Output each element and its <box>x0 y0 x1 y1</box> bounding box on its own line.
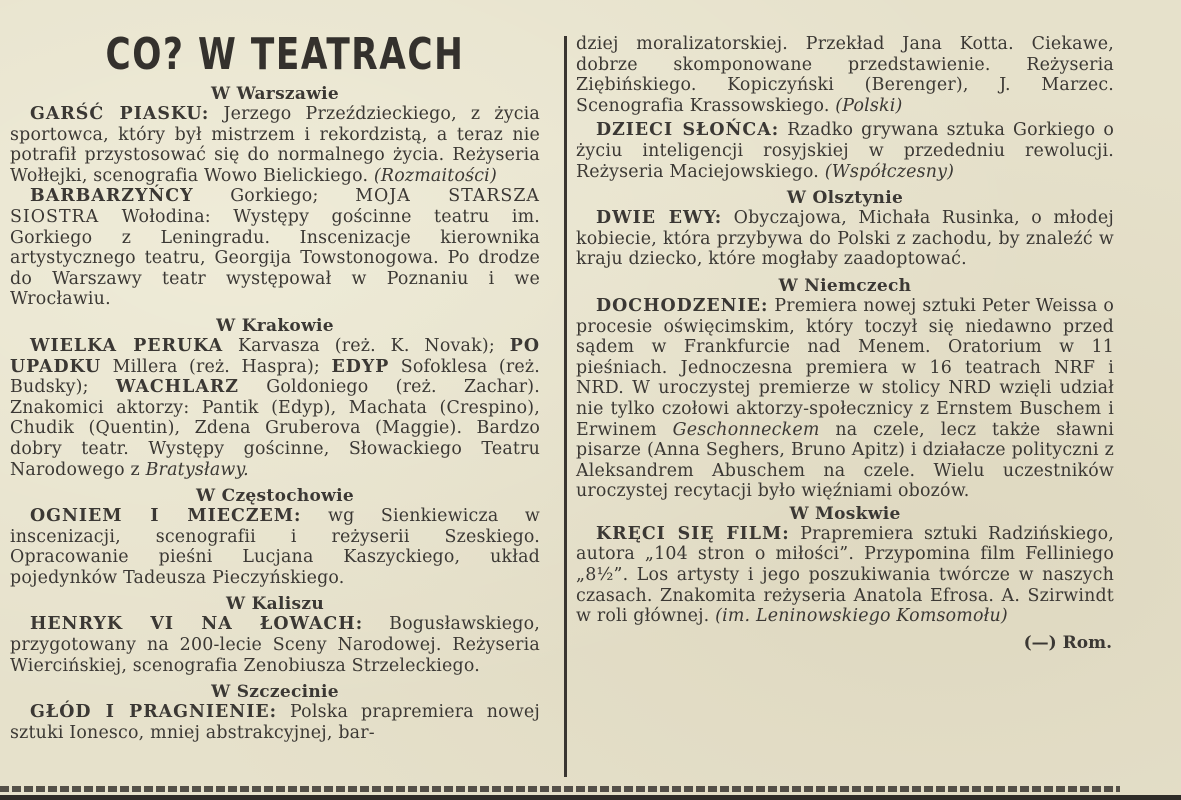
listing-text: Obyczajowa, Michała Rusinka, o młodej kobiecie, która przybywa do Polski z zachodu, by znaleźć w kraju dziecko, które mogłaby zaadoptować. <box>576 208 1115 270</box>
play-title: DZIECI SŁOŃCA: <box>596 120 780 141</box>
listing-dzieci-slonca <box>576 120 1114 182</box>
listing-text: wg Sienkiewicza w inscenizacji, scenografii i reżyserii Szeskiego. Opracowanie pieśni Lucjana Kaszyckiego, układ pojedynków Tadeusza Pieczyńskiego. <box>10 506 540 588</box>
listing-dochodzenie <box>576 296 1114 502</box>
city-heading: W Kaliszu <box>225 594 324 615</box>
play-title: OGNIEM I MIECZEM: <box>30 506 302 527</box>
listing-text: Prapremiera sztuki Radzińskiego, autora „104 stron o miłości”. Przypomina film Felliniego „8½”. Los artysty i jego poszukiwania twórcze w naszych czasach. Znakomita reżyseria Anatola Efrosa. A. Szirwindt w roli głównej. <box>576 523 1114 627</box>
venue: (Współczesny) <box>824 161 955 182</box>
listing-ogniem-i-mieczem <box>10 506 540 588</box>
play-title: WIELKA PERUKA <box>30 335 224 356</box>
venue: (im. Leninowskiego Komsomołu) <box>715 606 1008 627</box>
dashed-rule <box>0 786 1120 792</box>
city-heading: W Częstochowie <box>196 486 354 507</box>
play-title-2: MOJA STARSZA SIOSTRA <box>10 186 540 227</box>
play-title: PO UPADKU <box>10 335 540 377</box>
listing-text: Polska prapremiera nowej sztuki Ionesco, mniej abstrakcyjnej, bar- <box>10 702 540 743</box>
left-column <box>10 0 540 743</box>
listing-text: Bogusławskiego, przygotowany na 200-lecie Sceny Narodowej. Reżyseria Wiercińskiej, scenografia Zenobiusza Strzeleckiego. <box>10 614 541 676</box>
city-heading: W Warszawie <box>210 84 340 104</box>
play-title: GARŚĆ PIASKU: <box>30 104 210 124</box>
listing-text: Premiera nowej sztuki Peter Weissa o procesie oświęcimskim, który toczył się niedawno przed sądem w Frankfurcie nad Menem. Oratorium w 11 pieśniach. Jednoczesna premiera w 16 teatrach NRF i NRD. W uroczystej premierze w stolicy NRD wzięli udział nie tylko czołowi aktorzy-społecznicy z Ernstem Buschem i Erwinem <box>576 295 1115 440</box>
listing-dwie-ewy <box>576 208 1114 270</box>
listing-garsc-piasku <box>10 104 540 186</box>
listing-barbarzyncy <box>10 186 540 310</box>
listing-text: dziej moralizatorskiej. Przekład Jana Kotta. Ciekawe, dobrze skomponowane przedstawienie. Reżyseria Ziębińskiego. Kopiczyński (Berenger), J. Marzec. Scenografia Krassowskiego. <box>576 34 1114 116</box>
section-olsztyn <box>576 188 1114 270</box>
section-moskwa <box>576 504 1114 627</box>
listing-glod-i-pragnienie <box>10 702 540 743</box>
listing-text: Jerzego Przeździeckiego, z życia sportowca, który był mistrzem i rekordzistą, a teraz nie potrafił przystosować się do normalnego życia. Reżyseria Wołłejki, scenografia Wowo Bielickiego. <box>10 104 540 186</box>
listing-text: Karvasza (reż. K. Novak); <box>237 335 495 356</box>
city-heading: W Krakowie <box>216 315 334 336</box>
section-czestochowa <box>10 486 540 588</box>
actor-name: Geschonneckem <box>672 419 820 440</box>
venue: (Polski) <box>835 95 903 116</box>
page-title: CO? W TEATRACH <box>105 29 465 80</box>
author: Gorkiego; <box>230 186 319 207</box>
play-title: GŁÓD I PRAGNIENIE: <box>30 702 278 723</box>
listing-krakow <box>10 336 540 480</box>
play-title: KRĘCI SIĘ FILM: <box>596 523 790 544</box>
play-title: HENRYK VI NA ŁOWACH: <box>30 614 364 635</box>
play-title: BARBARZYŃCY <box>30 186 194 207</box>
play-title: EDYP <box>331 356 390 377</box>
listing-text: Goldoniego (reż. Zachar). Znakomici aktorzy: Pantik (Edyp), Machata (Crespino), Chudik (Quentin), Zdena Gruberova (Maggie). Bardzo dobry teatr. Występy gościnne, Słowackiego Teatru Narodowego z <box>10 377 541 480</box>
right-column <box>576 34 1114 653</box>
page-edge <box>0 795 1181 800</box>
section-krakow <box>10 316 540 480</box>
section-szczecin <box>10 682 540 743</box>
play-title: WACHLARZ <box>115 377 239 398</box>
section-niemcy <box>576 276 1114 502</box>
listing-text: na czele, lecz także sławni pisarze (Anna Seghers, Bruno Apitz) i działacze polityczni z Aleksandrem Abuschem na czele. Wielu uczestników uroczystej recytacji było więźniami obozów. <box>576 419 1114 502</box>
listing-kreci-sie-film <box>576 524 1114 627</box>
play-title: DOCHODZENIE: <box>596 295 769 316</box>
listing-text: Rzadko grywana sztuka Gorkiego o życiu inteligencji rosyjskiej w przededniu rewolucji. Reżyseria Maciejowskiego. <box>576 120 1114 182</box>
section-warszawa <box>10 84 540 310</box>
listing-henryk-vi <box>10 614 540 676</box>
city-heading: W Szczecinie <box>211 682 339 703</box>
venue: (Rozmaitości) <box>373 165 497 186</box>
listing-text: Wołodina: Występy gościnne teatru im. Gorkiego z Leningradu. Inscenizacje kierownika artystycznego teatru, Georgija Towstonogowa. Po drodze do Warszawy teatr występował w Poznaniu i we Wrocławiu. <box>10 206 541 310</box>
city-heading: W Niemczech <box>778 275 912 296</box>
column-divider <box>564 36 567 777</box>
venue: Bratysławy. <box>145 459 249 480</box>
listing-szczecin-continued <box>576 34 1114 116</box>
section-kalisz <box>10 594 540 676</box>
listing-text: Millera (reż. Haspra); <box>112 356 320 377</box>
play-title: DWIE EWY: <box>596 208 723 229</box>
city-heading: W Moskwie <box>789 503 901 524</box>
city-heading: W Olsztynie <box>786 188 904 209</box>
listing-text: Sofoklesa (reż. Budsky); <box>10 356 540 398</box>
author-signature: (—) Rom. <box>1023 632 1112 653</box>
